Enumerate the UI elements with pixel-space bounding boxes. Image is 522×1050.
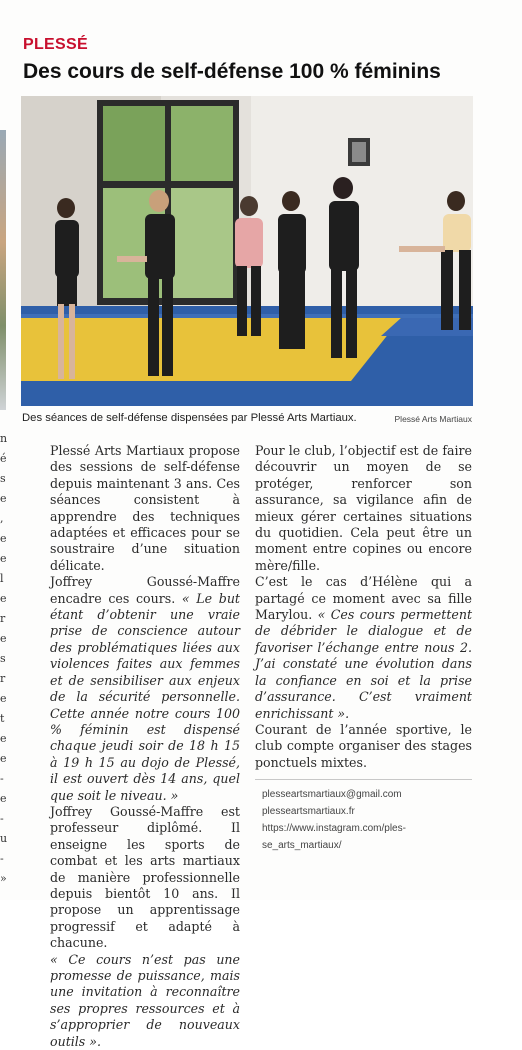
testimony-intro: C’est le cas d’Hélène qui a partagé ce moment avec sa fille Marylou. [255,574,472,623]
instructor-quote: « Le but étant d’obtenir une vraie prise de conscience autour des problématiques liées aux violences faites aux femmes et de sensibiliser aux enjeux de la sécurité personnelle. Cette année notre cours 100 % féminin est dispensé chaque jeudi soir de 18 h 15 à 19 h 15 au dojo de Plessé, il est ouvert dès 14 ans, quel que soit le niveau. » [50,590,240,803]
adjacent-text-fragment: n [0,432,7,445]
article-column-right [255,443,472,771]
adjacent-text-fragment: - [0,812,4,825]
article-headline: Des cours de self-défense 100 % féminins [23,60,441,83]
paragraph-testimony [255,574,472,722]
adjacent-text-fragment: t [0,712,5,725]
contact-instagram-line1: https://www.instagram.com/ples- [262,823,406,834]
adjacent-text-fragment: s [0,652,6,665]
paragraph-qualifications: Joffrey Goussé-Maffre est professeur diplômé. Il enseigne les sports de combat et les arts martiaux de manière professionnelle depuis bientôt 10 ans. Il propose un apprentissage progressif et adapté à chacune. [50,803,240,951]
adjacent-text-fragment: r [0,612,6,625]
dojo-photo-illustration [21,96,473,406]
adjacent-text-fragment: r [0,672,6,685]
adjacent-text-fragment: e [0,592,7,605]
article-photo [21,96,473,406]
testimony-quote: « Ces cours permettent de débrider le dialogue et de favoriser l’échange entre nous 2. J’ai constaté une évolution dans la confiance en soi et la prise d’assurance. C’est vraiment enrichissant ». [255,607,472,721]
adjacent-text-fragment: e [0,752,7,765]
adjacent-photo-edge [0,130,6,410]
paragraph-intro: Plessé Arts Martiaux propose des sessions de self-défense depuis maintenant 3 ans. Ces séances consistent à apprendre des techniques adaptées et efficaces pour se soustraire d’une situation délicate. [50,443,240,573]
adjacent-text-fragment: e [0,552,7,565]
adjacent-text-fragment: e [0,632,7,645]
contact-email: plesseartsmartiaux@gmail.com [262,789,402,800]
contact-website: plesseartsmartiaux.fr [262,806,355,817]
adjacent-text-fragment: u [0,832,7,845]
promise-quote: « Ce cours n’est pas une promesse de puissance, mais une invitation à reconnaître ses propres ressources et à s’approprier de nouveaux outils ». [50,951,240,1049]
paragraph-instructor-intro: Joffrey Goussé-Maffre encadre ces cours. [50,574,240,606]
paragraph-instructor [50,574,240,804]
adjacent-text-fragment: » [0,872,7,885]
adjacent-text-fragment: e [0,492,7,505]
paragraph-club-objective: Pour le club, l’objectif est de faire découvrir un moyen de se protéger, renforcer son assurance, sa vigilance afin de mieux gérer certaines situations du quotidien. Cela peut être un moment entre copines ou encore mère/fille. [255,443,472,573]
photo-credit: Plessé Arts Martiaux [394,414,472,424]
photo-caption: Des séances de self-défense dispensées par Plessé Arts Martiaux. [22,412,357,424]
adjacent-text-fragment: - [0,772,4,785]
adjacent-text-fragment: é [0,452,7,465]
article-column-left [50,443,240,1050]
contact-block [262,786,472,854]
adjacent-text-fragment: l [0,572,4,585]
article-kicker: PLESSÉ [23,36,88,53]
adjacent-text-fragment: e [0,692,7,705]
adjacent-text-fragment: e [0,792,7,805]
paragraph-promise [50,952,240,1050]
adjacent-text-fragment: - [0,852,4,865]
adjacent-text-fragment: e [0,732,7,745]
adjacent-text-fragment: , [0,512,4,525]
adjacent-text-fragment: s [0,472,6,485]
contact-instagram-line2: se_arts_martiaux/ [262,840,342,851]
adjacent-text-fragment: e [0,532,7,545]
paragraph-upcoming: Courant de l’année sportive, le club compte organiser des stages ponctuels mixtes. [255,721,472,770]
contact-divider [255,779,472,780]
